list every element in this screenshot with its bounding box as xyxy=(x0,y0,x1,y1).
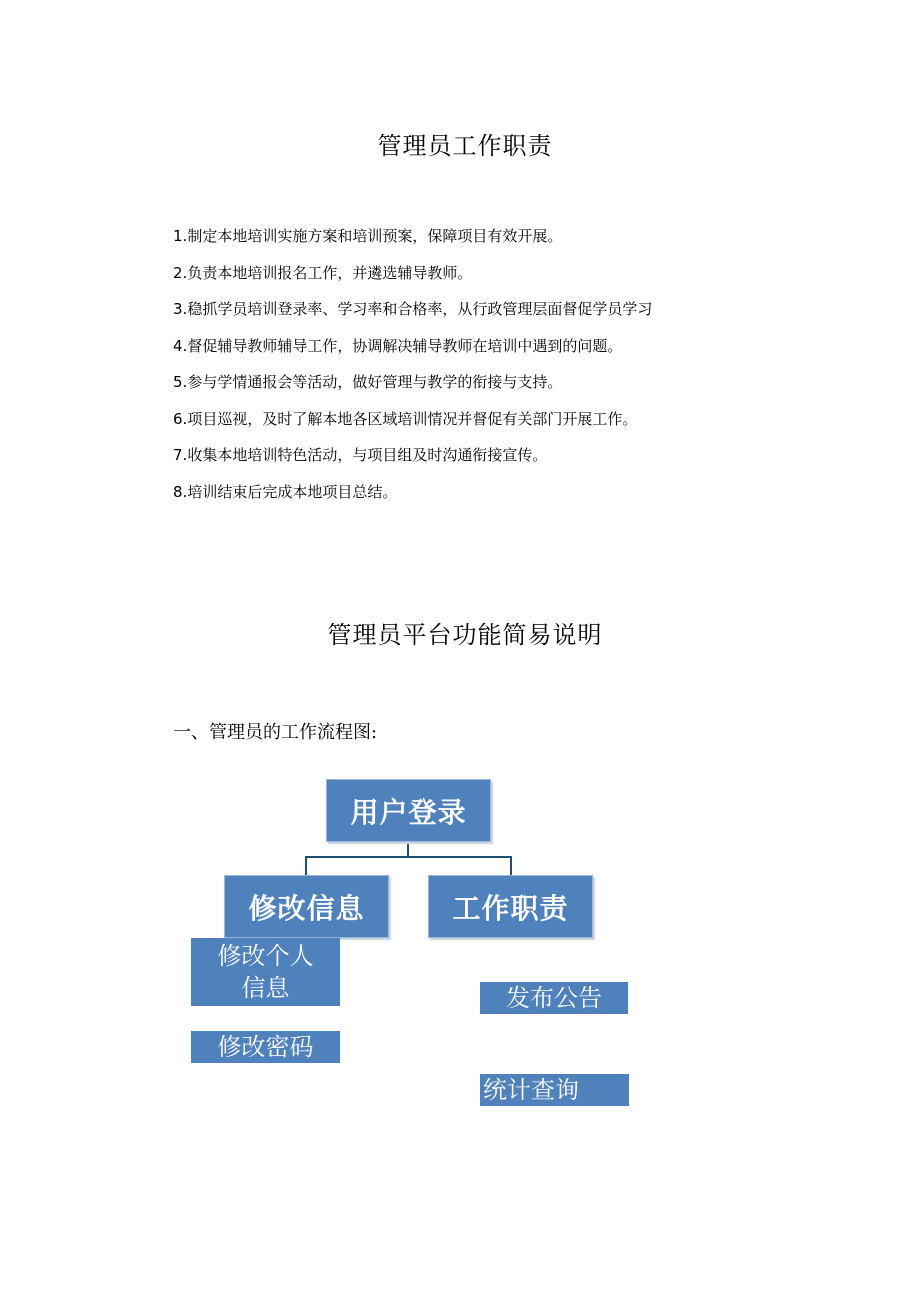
duty-number: 3 xyxy=(173,300,183,318)
flow-box-user-login: 用户登录 xyxy=(326,779,491,842)
connector-line xyxy=(305,856,307,876)
duty-number: 7 xyxy=(173,446,183,464)
duty-item xyxy=(173,443,652,480)
duty-text: .培训结束后完成本地项目总结。 xyxy=(182,482,398,501)
duty-text: .项目巡视，及时了解本地各区域培训情况并督促有关部门开展工作。 xyxy=(182,409,638,428)
duty-text: .督促辅导教师辅导工作，协调解决辅导教师在培训中遇到的问题。 xyxy=(182,336,623,355)
duty-item xyxy=(173,334,652,371)
connector-line xyxy=(510,856,512,876)
flow-box-publish-announcement: 发布公告 xyxy=(480,982,628,1014)
duty-item xyxy=(173,480,652,517)
duty-number: 6 xyxy=(173,409,183,428)
duty-number: 2 xyxy=(173,263,183,282)
page-title-duties: 管理员工作职责 xyxy=(377,132,553,160)
duty-text: .负责本地培训报名工作，并遴选辅导教师。 xyxy=(182,263,473,282)
duty-text: .制定本地培训实施方案和培训预案，保障项目有效开展。 xyxy=(182,227,563,245)
duty-item xyxy=(173,407,652,444)
flow-box-modify-personal-info xyxy=(191,938,340,1006)
flow-box-modify-password: 修改密码 xyxy=(191,1031,340,1063)
connector-line xyxy=(305,856,512,858)
duty-text: .参与学情通报会等活动，做好管理与教学的衔接与支持。 xyxy=(182,373,563,391)
flow-box-label: 信息 xyxy=(241,974,290,1002)
duty-text: .稳抓学员培训登录率、学习率和合格率，从行政管理层面督促学员学习 xyxy=(182,300,653,318)
duty-number: 1 xyxy=(173,227,183,245)
flow-box-work-duties: 工作职责 xyxy=(428,875,593,938)
flow-box-label: 修改个人 xyxy=(217,942,314,970)
duty-number: 8 xyxy=(173,482,183,501)
flow-box-statistics-query: 统计查询 xyxy=(480,1074,629,1106)
duty-item xyxy=(173,370,652,407)
duty-text: .收集本地培训特色活动，与项目组及时沟通衔接宣传。 xyxy=(182,446,548,464)
duty-item xyxy=(173,297,652,334)
duty-item xyxy=(173,224,652,261)
duty-number: 4 xyxy=(173,336,183,355)
duty-number: 5 xyxy=(173,373,183,391)
section-heading: 一、管理员的工作流程图: xyxy=(173,722,378,743)
duties-list xyxy=(173,224,652,516)
duty-item xyxy=(173,261,652,298)
page-title-platform: 管理员平台功能简易说明 xyxy=(327,621,603,649)
flow-box-modify-info: 修改信息 xyxy=(224,875,389,938)
connector-line xyxy=(407,842,409,857)
